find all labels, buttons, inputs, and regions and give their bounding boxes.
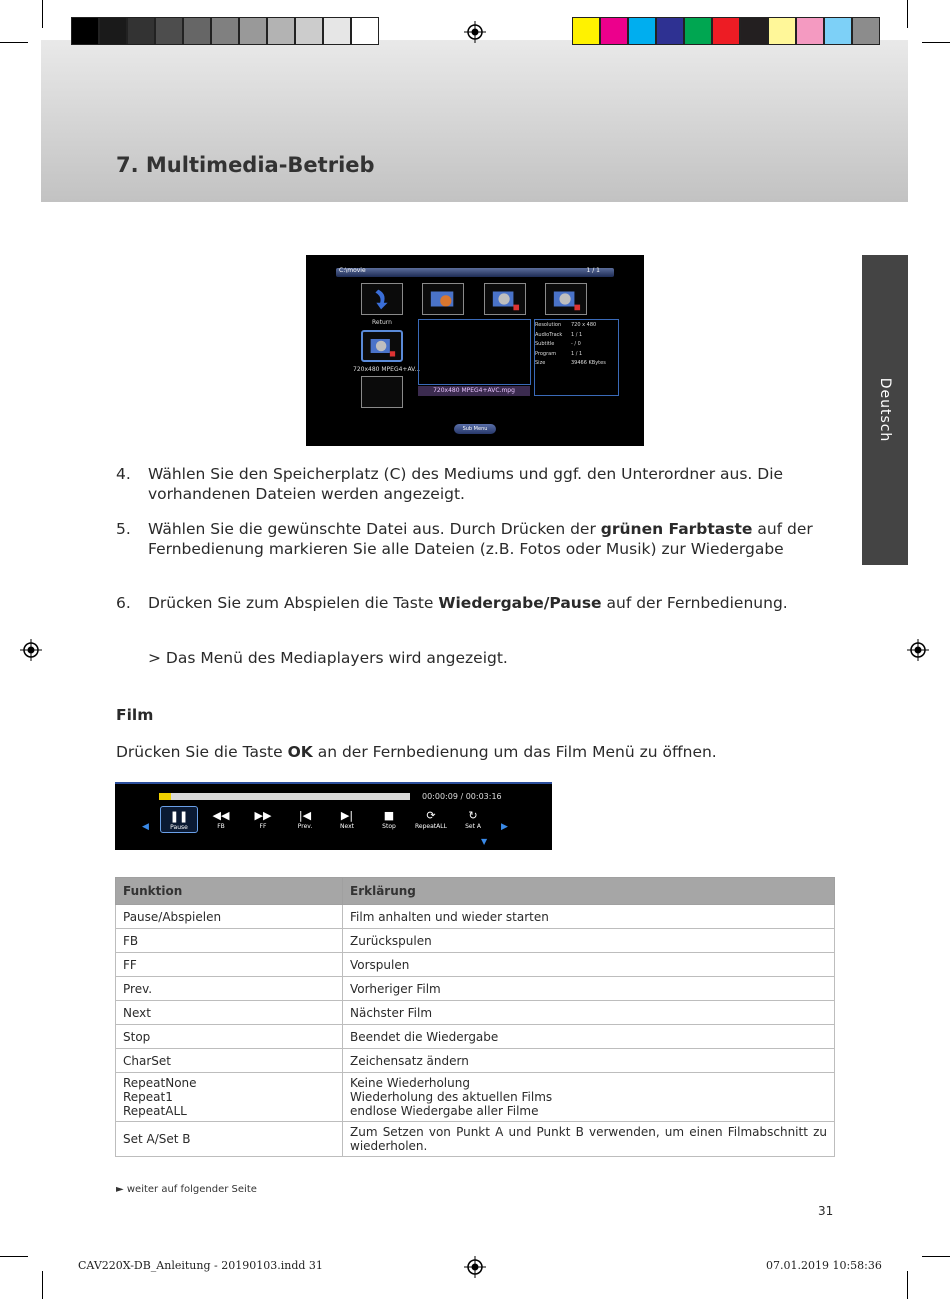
color-swatch (740, 17, 768, 45)
function-cell: FB (116, 929, 343, 953)
color-swatch (852, 17, 880, 45)
explanation-cell: Vorheriger Film (343, 977, 835, 1001)
table-row (116, 905, 835, 929)
color-swatch (572, 17, 600, 45)
color-swatch (323, 17, 351, 45)
explanation-cell: Zeichensatz ändern (343, 1049, 835, 1073)
rewind-icon: ◀◀ (212, 809, 230, 822)
step-text: Wählen Sie die gewünschte Datei aus. Durch Drücken der grünen Farbtaste auf der Fernbedienung markieren Sie alle Dateien (z.B. Fotos oder Musik) zur Wiedergabe (148, 520, 813, 558)
column-header: Erklärung (343, 878, 835, 905)
table-row (116, 953, 835, 977)
color-swatch (183, 17, 211, 45)
color-swatch (267, 17, 295, 45)
explanation-cell: Film anhalten und wieder starten (343, 905, 835, 929)
player-button-seta[interactable] (454, 806, 492, 833)
registration-mark-icon (907, 639, 929, 661)
file-name: 720x480 MPEG4+AVC.mpg (418, 386, 530, 396)
color-swatch (351, 17, 379, 45)
function-cell: Next (116, 1001, 343, 1025)
preview-panel (418, 319, 531, 385)
player-button-stop[interactable] (370, 806, 408, 833)
table-row (116, 1122, 835, 1157)
chevron-down-icon[interactable]: ▼ (481, 837, 488, 846)
function-cell: Stop (116, 1025, 343, 1049)
progress-bar[interactable] (159, 793, 410, 800)
function-cell: FF (116, 953, 343, 977)
color-swatch (211, 17, 239, 45)
color-swatch (99, 17, 127, 45)
step-5 (116, 520, 836, 580)
film-player-screenshot (115, 782, 552, 850)
return-label: Return (372, 319, 392, 326)
player-button-label: Next (340, 823, 354, 830)
color-swatch (127, 17, 155, 45)
explanation-cell: Vorspulen (343, 953, 835, 977)
language-side-tab (862, 255, 908, 565)
selected-video-tile[interactable] (361, 330, 403, 362)
fast-forward-icon: ▶▶ (254, 809, 272, 822)
info-row (535, 340, 619, 350)
video-file-tile[interactable] (545, 283, 587, 315)
file-info-list (535, 321, 619, 369)
function-cell: RepeatNone Repeat1 RepeatALL (116, 1073, 343, 1122)
pause-icon: ❚❚ (169, 810, 189, 823)
registration-mark-icon (464, 21, 486, 43)
video-folder-icon (423, 284, 463, 314)
info-value: 1 / 1 (571, 350, 583, 357)
explanation-cell: Zurückspulen (343, 929, 835, 953)
film-intro: Drücken Sie die Taste OK an der Fernbedienung um das Film Menü zu öffnen. (116, 743, 717, 761)
page-number: 31 (818, 1204, 834, 1218)
step-number: 5. (116, 520, 131, 538)
info-key: AudioTrack (535, 331, 563, 338)
player-button-prev[interactable] (286, 806, 324, 833)
function-cell: Prev. (116, 977, 343, 1001)
video-file-icon (363, 332, 401, 360)
return-arrow-icon (362, 284, 402, 314)
explanation-cell: Nächster Film (343, 1001, 835, 1025)
step-4 (116, 465, 836, 505)
video-file-icon (546, 284, 586, 314)
table-row (116, 1025, 835, 1049)
info-key: Program (535, 350, 557, 357)
scroll-right-arrow-icon[interactable]: ▶ (501, 822, 508, 832)
header-band (41, 40, 908, 202)
print-slug-right: 07.01.2019 10:58:36 (766, 1259, 882, 1272)
color-swatch (295, 17, 323, 45)
color-swatch (768, 17, 796, 45)
info-key: Subtitle (535, 341, 555, 347)
color-swatch (796, 17, 824, 45)
playback-time: 00:00:09 / 00:03:16 (422, 792, 502, 801)
color-swatch (684, 17, 712, 45)
table-row (116, 1073, 835, 1122)
page-indicator: 1 / 1 (586, 267, 600, 274)
explanation-cell: Zum Setzen von Punkt A und Punkt B verwenden, um einen Filmabschnitt zu wiederholen. (343, 1122, 835, 1157)
info-row (535, 350, 619, 360)
explanation-cell: Beendet die Wiedergabe (343, 1025, 835, 1049)
function-cell: Pause/Abspielen (116, 905, 343, 929)
sub-menu-button[interactable]: Sub Menu (454, 424, 496, 434)
player-button-label: RepeatALL (415, 823, 447, 830)
step-text: Drücken Sie zum Abspielen die Taste Wiedergabe/Pause auf der Fernbedienung. (148, 594, 788, 612)
info-value: - / 0 (571, 341, 581, 347)
registration-mark-icon (464, 1256, 486, 1278)
table-header-row (116, 878, 835, 905)
step-result (116, 649, 836, 669)
function-table (115, 877, 835, 1157)
file-browser-screenshot (306, 255, 644, 446)
selected-caption: 720x480 MPEG4+AV... (353, 366, 421, 373)
empty-tile (361, 376, 403, 408)
step-number: 4. (116, 465, 131, 483)
player-button-fb[interactable] (202, 806, 240, 833)
explanation-cell: Keine Wiederholung Wiederholung des aktuellen Films endlose Wiedergabe aller Filme (343, 1073, 835, 1122)
path-label: C:\movie (339, 267, 366, 274)
step-text: Wählen Sie den Speicherplatz (C) des Mediums und ggf. den Unterordner aus. Die vorhandenen Dateien werden angezeigt. (148, 465, 784, 503)
table-row (116, 1001, 835, 1025)
scroll-left-arrow-icon[interactable]: ◀ (142, 822, 149, 832)
color-swatch (628, 17, 656, 45)
return-tile[interactable] (361, 283, 403, 315)
color-swatch (656, 17, 684, 45)
color-swatch (824, 17, 852, 45)
info-value: 39466 KBytes (571, 360, 606, 366)
previous-icon: |◀ (298, 809, 312, 822)
color-swatch (71, 17, 99, 45)
repeat-icon: ⟳ (426, 809, 436, 822)
stop-icon: ■ (383, 809, 395, 822)
player-button-repeatall[interactable] (412, 806, 450, 833)
player-button-pause[interactable] (160, 806, 198, 833)
path-bar (336, 268, 614, 277)
film-heading: Film (116, 706, 154, 724)
player-button-label: FB (217, 823, 225, 830)
result-text: > Das Menü des Mediaplayers wird angezeigt. (148, 649, 508, 667)
info-value: 1 / 1 (571, 331, 583, 338)
info-row (535, 331, 619, 341)
chapter-title: 7. Multimedia-Betrieb (116, 153, 375, 177)
side-tab-label: Deutsch (877, 377, 893, 443)
color-swatch (155, 17, 183, 45)
table-row (116, 1049, 835, 1073)
function-cell: CharSet (116, 1049, 343, 1073)
print-slug-left: CAV220X-DB_Anleitung - 20190103.indd 31 (78, 1259, 323, 1272)
column-header: Funktion (116, 878, 343, 905)
player-button-label: FF (259, 823, 267, 830)
player-button-label: Stop (382, 823, 396, 830)
set-ab-icon: ↻ (468, 809, 478, 822)
player-button-ff[interactable] (244, 806, 282, 833)
player-button-label: Set A (465, 823, 481, 830)
video-file-icon (485, 284, 525, 314)
next-icon: ▶| (340, 809, 354, 822)
info-key: Resolution (535, 322, 562, 328)
folder-tile[interactable] (422, 283, 464, 315)
player-button-label: Pause (170, 824, 188, 831)
info-row (535, 321, 619, 331)
color-swatch (600, 17, 628, 45)
registration-mark-icon (20, 639, 42, 661)
step-number: 6. (116, 594, 131, 612)
info-value: 720 x 480 (571, 322, 597, 328)
continued-note: ► weiter auf folgender Seite (116, 1184, 257, 1195)
table-row (116, 929, 835, 953)
info-key: Size (535, 360, 546, 366)
table-row (116, 977, 835, 1001)
color-swatch (239, 17, 267, 45)
function-cell: Set A/Set B (116, 1122, 343, 1157)
step-6 (116, 594, 836, 634)
video-file-tile[interactable] (484, 283, 526, 315)
progress-fill (159, 793, 171, 800)
color-swatch (712, 17, 740, 45)
info-row (535, 359, 619, 369)
player-button-label: Prev. (297, 823, 313, 830)
player-button-next[interactable] (328, 806, 366, 833)
